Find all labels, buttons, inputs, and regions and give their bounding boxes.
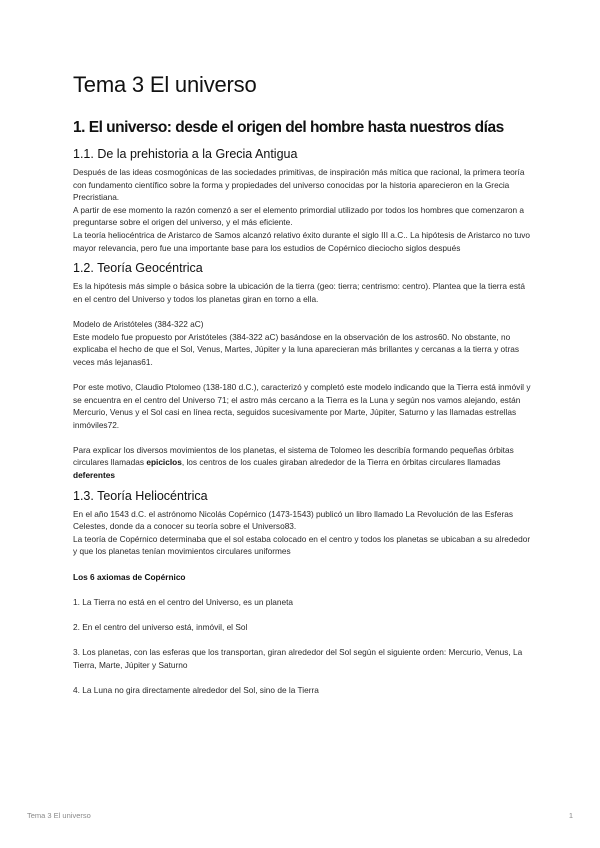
page-footer <box>27 811 573 820</box>
paragraph-aristotle-model: Este modelo fue propuesto por Aristóteles (384-322 aC) basándose en la observación de los astros60. No obstante, no explicaba el hecho de que el Sol, Venus, Martes, Júpiter y la luna aparecieran más brillantes y cercanas a la tierra y otras veces más lejanas61. <box>73 331 519 367</box>
axiom-item-2: 2. En el centro del universo está, inmóvil, el Sol <box>73 622 248 632</box>
text-run: Para explicar los diversos movimientos de los planetas, el sistema de Tolomeo les describía formando pequeñas órbitas circulares llamadas <box>73 444 514 468</box>
axioms-heading: Los 6 axiomas de Copérnico <box>73 571 186 582</box>
page-title: Tema 3 El universo <box>73 72 257 97</box>
subsection-heading-1-1: 1.1. De la prehistoria a la Grecia Antigua <box>73 147 298 161</box>
bold-term-epicycles: epiciclos <box>146 457 182 468</box>
subsection-heading-1-2: 1.2. Teoría Geocéntrica <box>73 261 203 276</box>
spacer <box>73 608 533 621</box>
footer-title: Tema 3 El universo <box>27 811 91 820</box>
axiom-item-3: 3. Los planetas, con las esferas que los transportan, giran alrededor del Sol según el siguiente orden: Mercurio, Venus, La Tierra, Marte, Júpiter y Saturno <box>73 647 523 670</box>
paragraph-copernicus-theory: La teoría de Copérnico determinaba que el sol estaba colocado en el centro y todos los planetas se ubicaban a su alrededor y que los planetas tenían movimientos circulares uniformes <box>73 533 531 557</box>
paragraph-epicycles <box>73 444 533 482</box>
axiom-item-1: 1. La Tierra no está en el centro del Universo, es un planeta <box>73 596 294 607</box>
paragraph-prehistory: Después de las ideas cosmogónicas de las sociedades primitivas, de inspiración más mítica que racional, la primera teoría con fundamento científico sobre la forma y propiedades del universo conocidas por la historia aparecieron en la Grecia Precristiana. <box>73 167 525 203</box>
spacer <box>73 558 533 571</box>
spacer <box>73 368 533 381</box>
paragraph-geocentric-intro: Es la hipótesis más simple o básica sobre la ubicación de la tierra (geo: tierra; centrismo: centro). Plantea que la tierra está en el centro del Universo y todos los planetas giran en torno a ella. <box>73 281 525 304</box>
spacer <box>73 671 533 684</box>
spacer <box>73 431 533 444</box>
axiom-item-4: 4. La Luna no gira directamente alrededor del Sol, sino de la Tierra <box>73 684 319 695</box>
paragraph-aristotle-title: Modelo de Aristóteles (384-322 aC) <box>73 318 204 329</box>
document-page <box>73 70 533 697</box>
text-run: , los centros de los cuales giraban alrededor de la Tierra en órbitas circulares llamadas <box>181 457 501 468</box>
spacer <box>73 634 533 647</box>
spacer <box>73 305 533 318</box>
paragraph-copernicus: En el año 1543 d.C. el astrónomo Nicolás Copérnico (1473-1543) publicó un libro llamado La Revolución de las Esferas Celestes, donde da a conocer su teoría sobre el Universo83. <box>73 508 513 532</box>
section-heading-1: 1. El universo: desde el origen del hombre hasta nuestros días <box>73 119 504 136</box>
paragraph-aristarchus: La teoría heliocéntrica de Aristarco de Samos alcanzó relativo éxito durante el siglo III a.C.. La hipótesis de Aristarco no tuvo mayor relevancia, pero fue una importante base para los estudios de Copérnico dieciocho siglos después <box>73 229 531 253</box>
paragraph-ptolemy: Por este motivo, Claudio Ptolomeo (138-180 d.C.), caracterizó y completó este modelo indicando que la Tierra está inmóvil y se encuentra en el centro del Universo 71; el astro más cercano a la Tierra es la Luna y según nos vamos alejando, están Mercurio, Venus y el Sol casi en línea recta, seguidos sucesivamente por Marte, Júpiter, Saturno y las llamadas estrellas inmóviles72. <box>73 381 531 430</box>
page-number: 1 <box>568 811 573 820</box>
subsection-heading-1-3: 1.3. Teoría Heliocéntrica <box>73 488 208 503</box>
paragraph-reason: A partir de ese momento la razón comenzó a ser el elemento primordial utilizado por todos los hombres que comenzaron a preguntarse sobre el origen del universo, y el más eficiente. <box>73 204 525 228</box>
bold-term-deferents: deferentes <box>73 470 115 481</box>
spacer <box>73 583 533 596</box>
